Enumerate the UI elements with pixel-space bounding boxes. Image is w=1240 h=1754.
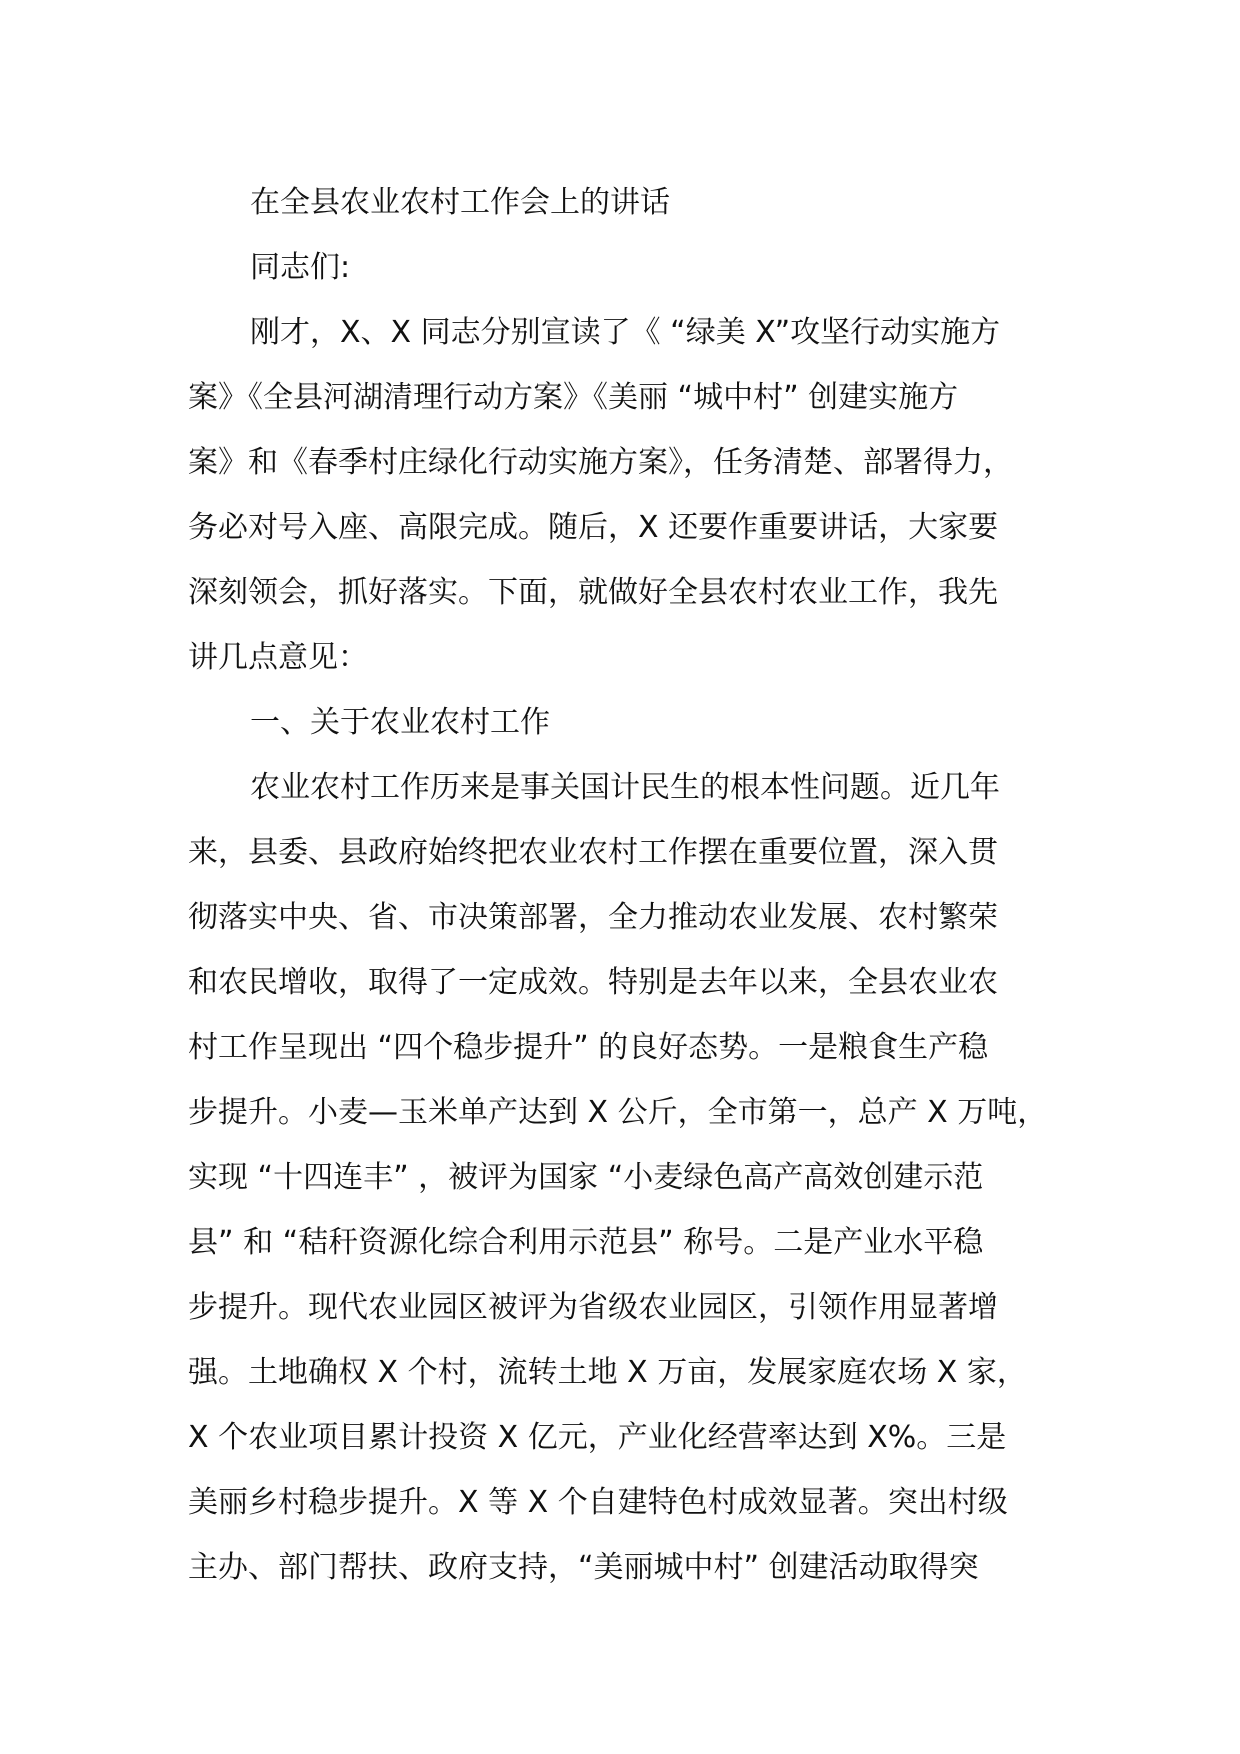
- paragraph-line: 和农民增收，取得了一定成效。特别是去年以来，全县农业农: [188, 965, 998, 1000]
- paragraph-line: 步提升。小麦—玉米单产达到 X 公斤，全市第一，总产 X 万吨，: [188, 1095, 1048, 1130]
- paragraph-line: 县” 和 “秸秆资源化综合利用示范县” 称号。二是产业水平稳: [188, 1225, 984, 1260]
- greeting: 同志们:: [250, 250, 351, 285]
- paragraph-line: 务必对号入座、高限完成。随后，X 还要作重要讲话，大家要: [188, 510, 999, 545]
- paragraph-line: 美丽乡村稳步提升。X 等 X 个自建特色村成效显著。突出村级: [188, 1485, 1008, 1520]
- paragraph-2: [188, 755, 1088, 1600]
- paragraph-line: 主办、部门帮扶、政府支持，“美丽城中村” 创建活动取得突: [188, 1550, 979, 1585]
- paragraph-line: 步提升。现代农业园区被评为省级农业园区，引领作用显著增: [188, 1290, 998, 1325]
- paragraph-line: X 个农业项目累计投资 X 亿元，产业化经营率达到 X%。三是: [188, 1420, 1007, 1455]
- paragraph-line: 强。土地确权 X 个村，流转土地 X 万亩，发展家庭农场 X 家，: [188, 1355, 1027, 1390]
- paragraph-line: 实现 “十四连丰” ，被评为国家 “小麦绿色高产高效创建示范: [188, 1160, 984, 1195]
- paragraph-line: 来，县委、县政府始终把农业农村工作摆在重要位置，深入贯: [188, 835, 998, 870]
- paragraph-line: 案》和《春季村庄绿化行动实施方案》，任务清楚、部署得力，: [188, 445, 1013, 480]
- paragraph-line: 案》《全县河湖清理行动方案》《美丽 “城中村” 创建实施方: [188, 380, 959, 415]
- document-title: 在全县农业农村工作会上的讲话: [250, 185, 670, 220]
- paragraph-line: 农业农村工作历来是事关国计民生的根本性问题。近几年: [250, 770, 1000, 805]
- paragraph-line: 刚才，X、X 同志分别宣读了《 “绿美 X”攻坚行动实施方: [250, 315, 1001, 350]
- speech-body: [188, 170, 1088, 1600]
- paragraph-1: [188, 300, 1088, 690]
- section-heading: 一、关于农业农村工作: [250, 705, 550, 740]
- paragraph-line: 讲几点意见：: [188, 640, 368, 675]
- paragraph-line: 深刻领会，抓好落实。下面，就做好全县农村农业工作，我先: [188, 575, 998, 610]
- paragraph-line: 彻落实中央、省、市决策部署，全力推动农业发展、农村繁荣: [188, 900, 998, 935]
- paragraph-line: 村工作呈现出 “四个稳步提升” 的良好态势。一是粮食生产稳: [188, 1030, 989, 1065]
